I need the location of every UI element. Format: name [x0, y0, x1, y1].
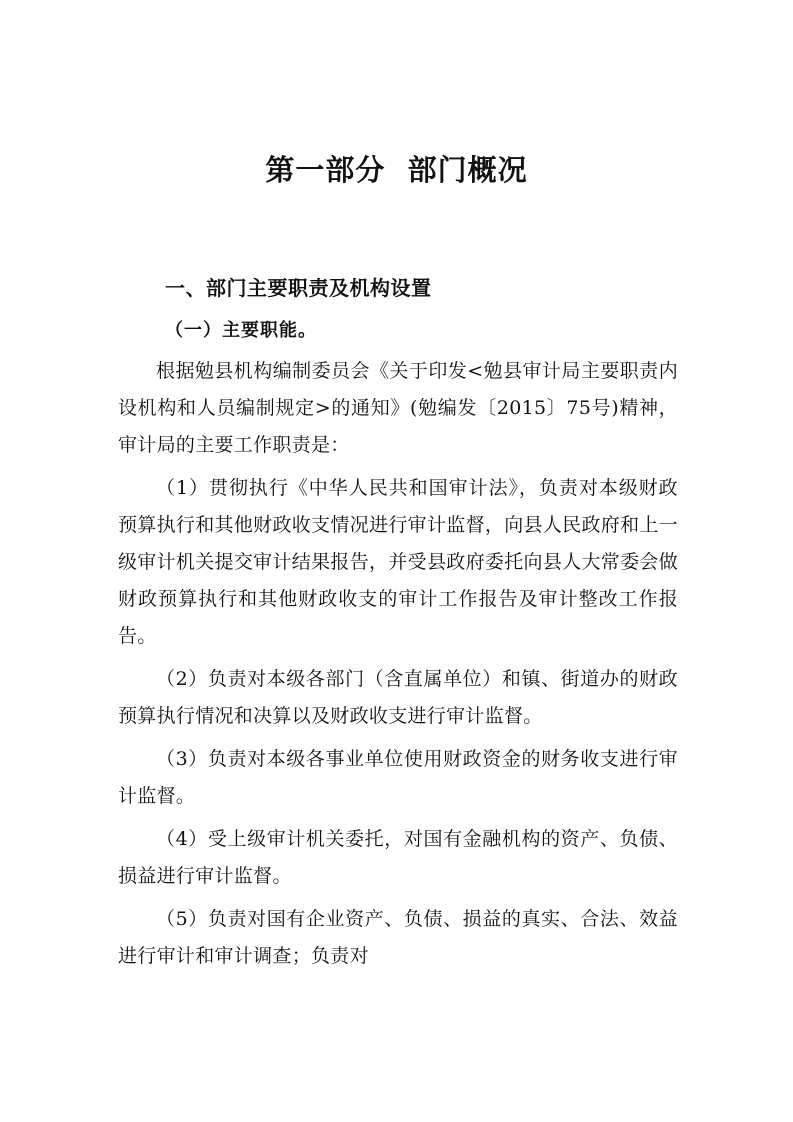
paragraph-duty-5: （5）负责对国有企业资产、负债、损益的真实、合法、效益进行审计和审计调查；负责对	[118, 908, 678, 967]
body-text	[118, 353, 678, 975]
section-heading: 一、部门主要职责及机构设置	[165, 276, 432, 300]
paragraph-intro: 根据勉县机构编制委员会《关于印发<勉县审计局主要职责内设机构和人员编制规定>的通知》(勉编发〔2015〕75号)精神，审计局的主要工作职责是：	[118, 360, 678, 456]
paragraph-duty-4: （4）受上级审计机关委托，对国有金融机构的资产、负债、损益进行审计监督。	[118, 828, 678, 887]
paragraph-duty-2: （2）负责对本级各部门（含直属单位）和镇、街道办的财政预算执行情况和决算以及财政收支进行审计监督。	[118, 668, 678, 727]
page-title: 第一部分 部门概况	[265, 153, 528, 187]
paragraph-duty-1: （1）贯彻执行《中华人民共和国审计法》，负责对本级财政预算执行和其他财政收支情况进行审计监督，向县人民政府和上一级审计机关提交审计结果报告，并受县政府委托向县人大常委会做财政预算执行和其他财政收支的审计工作报告及审计整改工作报告。	[118, 477, 678, 647]
subsection-heading: （一）主要职能。	[165, 320, 317, 341]
paragraph-duty-3: （3）负责对本级各事业单位使用财政资金的财务收支进行审计监督。	[118, 748, 678, 807]
